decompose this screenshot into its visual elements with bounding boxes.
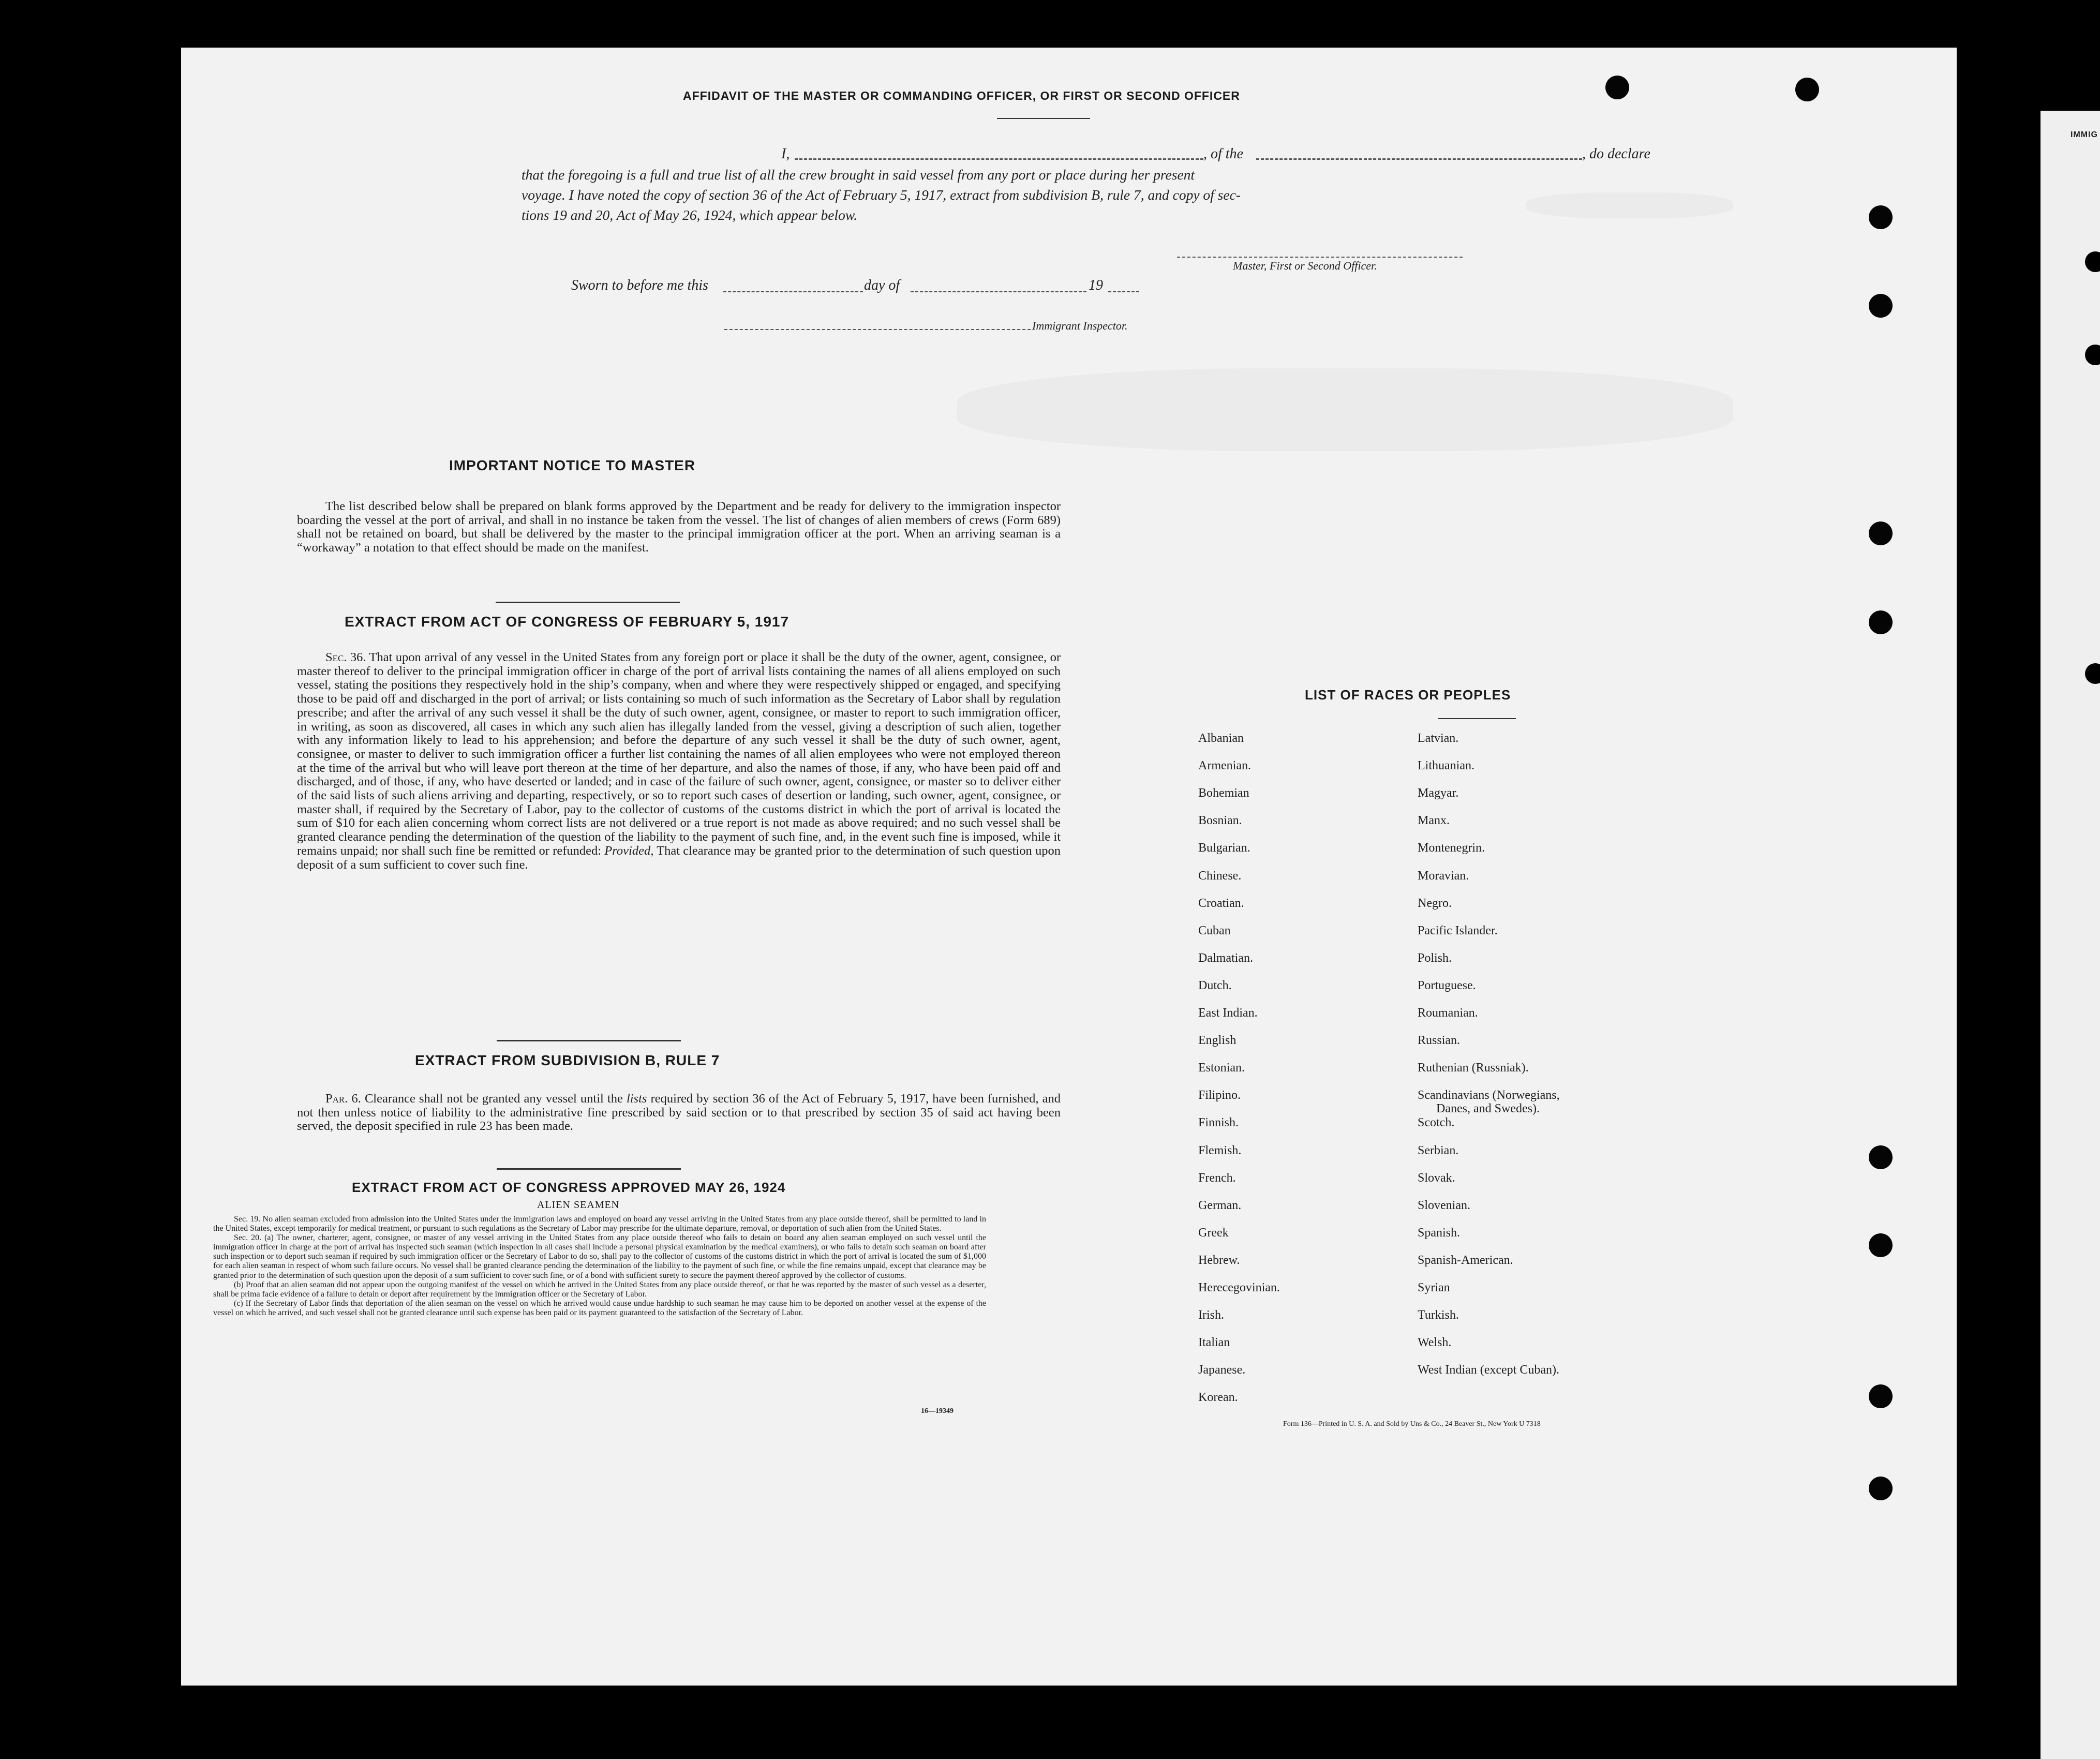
punch-hole — [1869, 610, 1893, 634]
punch-hole — [1869, 1233, 1893, 1257]
race-item: Polish. — [1418, 951, 1452, 965]
notice-heading: IMPORTANT NOTICE TO MASTER — [449, 457, 696, 473]
race-item: French. — [1198, 1171, 1236, 1185]
race-item: Bohemian — [1198, 786, 1249, 800]
race-item: Albanian — [1198, 732, 1244, 745]
race-item: Croatian. — [1198, 896, 1244, 910]
punch-hole — [1605, 76, 1629, 99]
race-item: Spanish-American. — [1418, 1253, 1513, 1267]
race-item: Italian — [1198, 1336, 1230, 1350]
race-item: Magyar. — [1418, 786, 1459, 800]
race-item: Pacific Islander. — [1418, 923, 1498, 937]
punch-hole — [1869, 521, 1893, 545]
affidavit-of-the: , of the — [1203, 146, 1243, 162]
sworn-text: Sworn to before me this — [571, 277, 708, 293]
race-item: Negro. — [1418, 896, 1452, 910]
section-rule — [497, 1040, 681, 1041]
race-item: Scotch. — [1418, 1116, 1455, 1130]
section-36-text: That upon arrival of any vessel in the United States from any foreign port or place it shall be the duty of the owner, agent, consignee, or master thereof to deliver to the principal immigration officer in charge of the port of arrival lists containing the names of all aliens employed on such vessel, stating the positions they respectively hold in the ship’s company, when and where they were respectively shipped or engaged, and specifying those to be paid off and discharged in the port of arrival; or lists containing so much of such information as the Secretary of Labor shall by regulation prescribe; and after the arrival of any such vessel it shall be the duty of such owner, agent, consignee, or master to report to such immigration officer, in writing, as soon as discovered, all cases in which any such alien has illegally landed from the vessel, giving a description of such alien, together with any information likely to lead to his apprehension; and before the departure of any such vessel it shall be the duty of such owner, agent, consignee, or master to deliver to such immigration officer a further list containing the names of all alien employees who were not employed thereon at the time of the arrival but who will leave port thereon at the time of her departure, and also the names of those, if any, who have been paid off and discharged, and of those, if any, who have deserted or landed; and in case of the failure of such owner, agent, consignee, or master so to deliver either of the said lists of such aliens arriving and departing, respectively, or so to report such cases of desertion or landing, such owner, agent, consignee, or master shall, if required by the Secretary of Labor, pay to the collector of customs of the customs district in which the port of arrival is located the sum of $10 for each alien concerning whom correct lists are not delivered or a true report is not made as above required; and no such vessel shall be granted clearance pending the determination of the question of the liability to the payment of such fine, and, in the event such fine is imposed, while it remains unpaid; nor shall such fine be remitted or refunded: — [297, 650, 1061, 858]
adjacent-page-edge — [2041, 111, 2100, 1759]
race-item: Latvian. — [1418, 732, 1459, 745]
race-item: Montenegrin. — [1418, 841, 1485, 855]
print-code: 16—19349 — [921, 1407, 954, 1415]
heading-rule — [1438, 718, 1516, 719]
race-item: Finnish. — [1198, 1116, 1239, 1130]
affidavit-heading: AFFIDAVIT OF THE MASTER OR COMMANDING OFFICER, OR FIRST OR SECOND OFFICER — [683, 89, 1240, 102]
punch-hole — [2085, 663, 2100, 684]
extract-1917-text — [297, 651, 1061, 872]
race-item: Russian. — [1418, 1034, 1461, 1048]
race-item: Korean. — [1198, 1391, 1238, 1405]
rule7-text-a: Clearance shall not be granted any vessel until the — [364, 1092, 623, 1106]
race-item: Dutch. — [1198, 978, 1232, 992]
race-item: Flemish. — [1198, 1143, 1242, 1157]
rule7-text-b: required by section 36 of the Act of February 5, 1917, have been furnished, and not then unless notice of liability to the administrative fine prescribed by said section or to that prescribed by section 35 of said act having been served, the deposit specified in rule 23 has been made. — [297, 1092, 1061, 1134]
heading-rule — [997, 118, 1090, 119]
race-item: Lithuanian. — [1418, 759, 1475, 773]
affidavit-line4: tions 19 and 20, Act of May 26, 1924, which appear below. — [522, 207, 858, 223]
section-rule — [496, 602, 680, 603]
sec-19-paragraph: Sec. 19. No alien seaman excluded from admission into the United States under the immigration laws and employed on board any vessel arriving in the United States from any place outside thereof, shall be permitted to land in the United States, except temporarily for medical treatment, or pursuant to such regulations as the Secretary of Labor may prescribe for the ultimate departure, removal, or deportation of such alien from the United States. — [213, 1215, 986, 1233]
race-item: Bosnian. — [1198, 814, 1242, 828]
alien-seamen-subheading: ALIEN SEAMEN — [537, 1199, 620, 1211]
adjacent-page-label: IMMIG — [2071, 130, 2098, 139]
extract-1924-heading: EXTRACT FROM ACT OF CONGRESS APPROVED MAY 26, 1924 — [352, 1180, 786, 1195]
race-item: Chinese. — [1198, 869, 1242, 883]
section-36-end: That clearance may be granted prior to the determination of such question upon deposit of a sum sufficient to cover such fine. — [297, 843, 1061, 872]
race-item: Moravian. — [1418, 869, 1469, 883]
document-page — [181, 48, 1957, 1686]
race-item: East Indian. — [1198, 1006, 1258, 1020]
inspector-blank — [724, 329, 1031, 330]
vessel-blank — [1256, 158, 1582, 160]
race-item: Japanese. — [1198, 1363, 1246, 1377]
section-label: Sec. 36. — [325, 650, 366, 664]
signature-caption: Master, First or Second Officer. — [1233, 259, 1377, 272]
bleed-through — [957, 368, 1733, 451]
punch-hole — [1869, 1384, 1893, 1408]
race-item: English — [1198, 1034, 1237, 1048]
race-item: Estonian. — [1198, 1061, 1245, 1075]
punch-hole — [1869, 1477, 1893, 1500]
section-rule — [497, 1168, 681, 1170]
race-item: West Indian (except Cuban). — [1418, 1363, 1559, 1377]
race-item: Greek — [1198, 1226, 1229, 1240]
race-item: Portuguese. — [1418, 978, 1476, 992]
year-blank — [1108, 291, 1139, 292]
extract-rule7-text — [297, 1092, 1061, 1134]
bleed-through — [1526, 192, 1733, 218]
provided-word: Provided, — [604, 843, 654, 858]
extract-rule7-heading: EXTRACT FROM SUBDIVISION B, RULE 7 — [415, 1052, 720, 1068]
race-item: Slovak. — [1418, 1171, 1455, 1185]
race-item: Turkish. — [1418, 1308, 1459, 1322]
extract-1924-text — [213, 1215, 986, 1318]
punch-hole — [1795, 78, 1819, 101]
race-item: Scandinavians (Norwegians, — [1418, 1089, 1560, 1102]
race-item: German. — [1198, 1198, 1242, 1212]
race-item: Armenian. — [1198, 759, 1251, 773]
race-item: Welsh. — [1418, 1336, 1452, 1350]
lists-word: lists — [626, 1092, 647, 1106]
race-item: Dalmatian. — [1198, 951, 1253, 965]
punch-hole — [1869, 205, 1893, 229]
race-item: Spanish. — [1418, 1226, 1461, 1240]
race-item: Serbian. — [1418, 1143, 1459, 1157]
affidavit-i: I, — [781, 146, 790, 162]
paragraph-label: Par. 6. — [325, 1092, 361, 1106]
race-item: Bulgarian. — [1198, 841, 1250, 855]
affidavit-declare: , do declare — [1582, 146, 1650, 162]
affidavit-line2: that the foregoing is a full and true list of all the crew brought in said vessel from any port or place during her present — [522, 167, 1195, 183]
year-text: 19 — [1089, 277, 1103, 293]
race-item: Ruthenian (Russniak). — [1418, 1061, 1529, 1075]
race-item: Slovenian. — [1418, 1198, 1470, 1212]
punch-hole — [2085, 345, 2100, 365]
sec-20b-paragraph: (b) Proof that an alien seaman did not appear upon the outgoing manifest of the vessel on which he arrived in the United States from any place outside thereof, or that he was reported by the master of such vessel as a deserter, shall be prima facie evidence of a failure to detain or deport after requirement by the immigration officer or the Secretary of Labor. — [213, 1280, 986, 1299]
extract-1917-heading: EXTRACT FROM ACT OF CONGRESS OF FEBRUARY 5, 1917 — [345, 614, 790, 630]
race-item: Manx. — [1418, 814, 1450, 828]
race-item: Cuban — [1198, 923, 1231, 937]
name-blank — [795, 158, 1203, 160]
race-item: Roumanian. — [1418, 1006, 1478, 1020]
signature-blank — [1177, 257, 1463, 258]
month-blank — [911, 291, 1086, 292]
day-of-text: day of — [864, 277, 900, 293]
race-item: Filipino. — [1198, 1089, 1241, 1102]
sworn-day-blank — [723, 291, 863, 292]
race-item: Herecegovinian. — [1198, 1281, 1280, 1294]
race-item: Syrian — [1418, 1281, 1450, 1294]
race-item-continuation: Danes, and Swedes). — [1436, 1102, 1540, 1116]
race-item: Hebrew. — [1198, 1253, 1240, 1267]
race-item: Irish. — [1198, 1308, 1224, 1322]
affidavit-line3: voyage. I have noted the copy of section 36 of the Act of February 5, 1917, extract from subdivision B, rule 7, and copy of sec- — [522, 187, 1241, 203]
races-heading: LIST OF RACES OR PEOPLES — [1305, 687, 1511, 703]
punch-hole — [1869, 1145, 1893, 1169]
form-footer: Form 136—Printed in U. S. A. and Sold by Uns & Co., 24 Beaver St., New York U 7318 — [1283, 1420, 1541, 1428]
notice-text: The list described below shall be prepared on blank forms approved by the Department and be ready for delivery to the immigration inspector boarding the vessel at the port of arrival, and shall in no instance be taken from the vessel. The list of changes of alien members of crews (Form 689) shall not be retained on board, but shall be delivered by the master to the principal immigration officer at the port. When an arriving seaman is a “workaway” a notation to that effect should be made on the manifest. — [297, 499, 1061, 555]
sec-20a-paragraph: Sec. 20. (a) The owner, charterer, agent, consignee, or master of any vessel arriving in the United States from any place outside thereof who fails to detain on board any alien seaman employed on such vessel until the immigration officer in charge at the port of arrival has inspected such seaman (which inspection in all cases shall include a personal physical examination by the medical examiners), or who fails to detain such seaman on board after such inspection or to deport such seaman if required by such immigration officer or the Secretary of Labor to do so, shall pay to the collector of customs of the customs district in which the port of arrival is located the sum of $1,000 for each alien seaman in respect of whom such failure occurs. No vessel shall be granted clearance pending the determination of the liability to the payment of such fine, or while the fine remains unpaid, except that clearance may be granted prior to the determination of such question upon the deposit of a sum sufficient to cover such fine, or of a bond with sufficient surety to secure the payment thereof approved by the collector of customs. — [213, 1233, 986, 1280]
sec-20c-paragraph: (c) If the Secretary of Labor finds that deportation of the alien seaman on the vessel on which he arrived would cause undue hardship to such seaman he may cause him to be deported on another vessel at the expense of the vessel on which he arrived, and such vessel shall not be granted clearance until such expense has been paid or its payment guaranteed to the satisfaction of the Secretary of Labor. — [213, 1299, 986, 1317]
inspector-caption: Immigrant Inspector. — [1032, 319, 1128, 332]
punch-hole — [1869, 294, 1893, 318]
punch-hole — [2085, 251, 2100, 272]
